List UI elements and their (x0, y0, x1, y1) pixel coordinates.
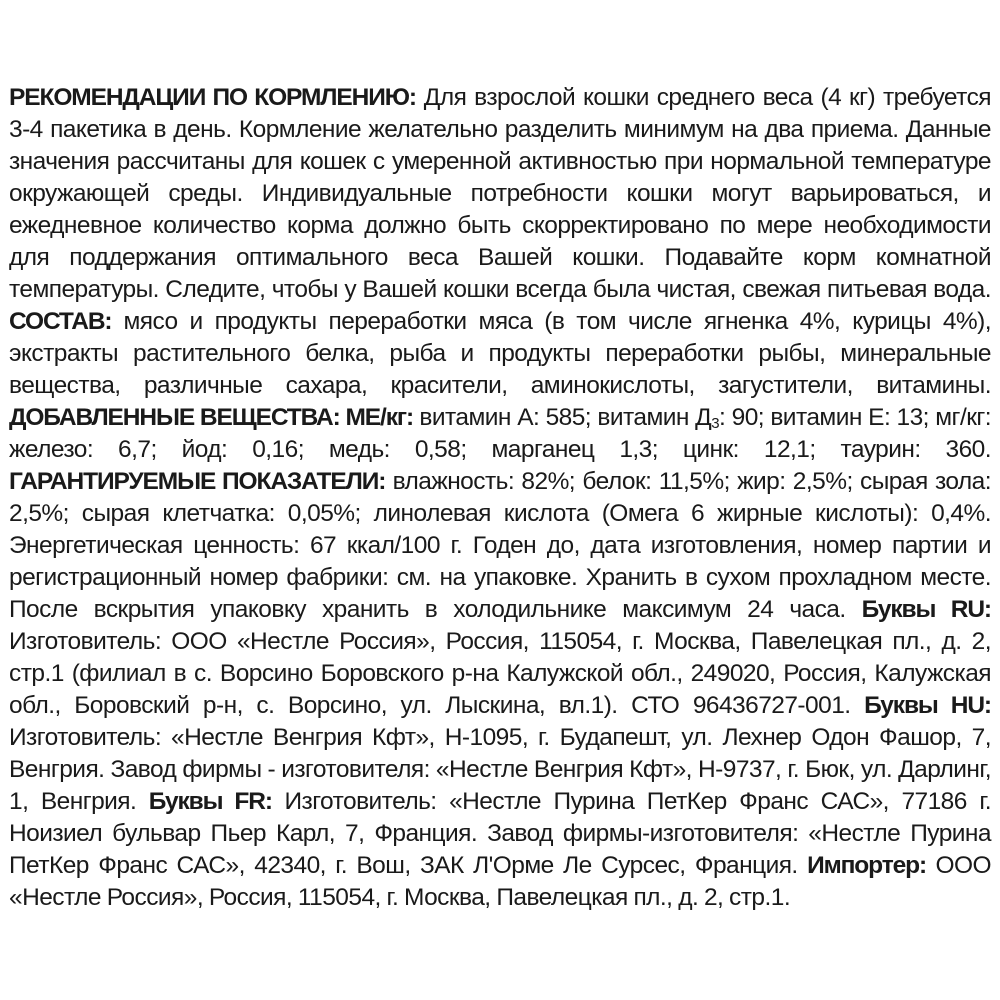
additives-text-start: витамин А: 585; витамин Д (413, 404, 712, 431)
product-label-text (9, 82, 991, 914)
composition-heading: СОСТАВ: (9, 308, 112, 335)
additives-heading: ДОБАВЛЕННЫЕ ВЕЩЕСТВА: МЕ/кг: (9, 404, 414, 431)
letters-ru-heading: Буквы RU: (861, 596, 991, 623)
importer-heading: Импортер: (807, 852, 927, 879)
letters-ru-text: Изготовитель: ООО «Нестле Россия», Россия, 115054, г. Москва, Павелецкая пл., д. 2, стр.1 (филиал в с. Ворсино Боровского р-на Калужской обл., 249020, Россия, Калужская обл., Боровский р-н, с. Ворсино, ул. Лыскина, вл.1). СТО 96436727-001. (9, 628, 991, 719)
importer-text: ООО «Нестле Россия», Россия, 115054, г. Москва, Павелецкая пл., д. 2, стр.1. (9, 852, 991, 911)
feeding-heading: РЕКОМЕНДАЦИИ ПО КОРМЛЕНИЮ: (9, 84, 416, 111)
vitamin-d-subscript: 3 (711, 415, 720, 432)
letters-fr-text: Изготовитель: «Нестле Пурина ПетКер Франс САС», 77186 г. Ноизиел бульвар Пьер Карл, 7, Франция. Завод фирмы-изготовителя: «Нестле Пурина ПетКер Франс САС», 42340, г. Вош, ЗАК Л'Орме Ле Сурсес, Франция. (9, 788, 992, 879)
letters-hu-heading: Буквы HU: (864, 692, 991, 719)
guaranteed-text: влажность: 82%; белок: 11,5%; жир: 2,5%; сырая зола: 2,5%; сырая клетчатка: 0,05%; линолевая кислота (Омега 6 жирные кислоты): 0,4%. Энергетическая ценность: 67 ккал/100 г. Годен до, дата изготовления, номер партии и регистрационный номер фабрики: см. на упаковке. Хранить в сухом прохладном месте. После вскрытия упаковку хранить в холодильнике максимум 24 часа. (9, 468, 992, 623)
feeding-text: Для взрослой кошки среднего веса (4 кг) требуется 3-4 пакетика в день. Кормление желательно разделить минимум на два приема. Данные значения рассчитаны для кошек с умеренной активностью при нормальной температуре окружающей среды. Индивидуальные потребности кошки могут варьироваться, и ежедневное количество корма должно быть скорректировано по мере необходимости для поддержания оптимального веса Вашей кошки. Подавайте корм комнатной температуры. Следите, чтобы у Вашей кошки всегда была чистая, свежая питьевая вода. (9, 84, 991, 303)
composition-text: мясо и продукты переработки мяса (в том числе ягненка 4%, курицы 4%), экстракты растительного белка, рыба и продукты переработки рыбы, минеральные вещества, различные сахара, красители, аминокислоты, загустители, витамины. (9, 308, 991, 399)
letters-fr-heading: Буквы FR: (148, 788, 272, 815)
guaranteed-heading: ГАРАНТИРУЕМЫЕ ПОКАЗАТЕЛИ: (9, 468, 386, 495)
letters-hu-text: Изготовитель: «Нестле Венгрия Кфт», H-1095, г. Будапешт, ул. Лехнер Одон Фашор, 7, Венгрия. Завод фирмы - изготовителя: «Нестле Венгрия Кфт», H-9737, г. Бюк, ул. Дарлинг, 1, Венгрия. (9, 724, 991, 815)
additives-text-end: : 90; витамин Е: 13; мг/кг: железо: 6,7; йод: 0,16; медь: 0,58; марганец 1,3; цинк: 12,1; таурин: 360. (9, 404, 992, 463)
